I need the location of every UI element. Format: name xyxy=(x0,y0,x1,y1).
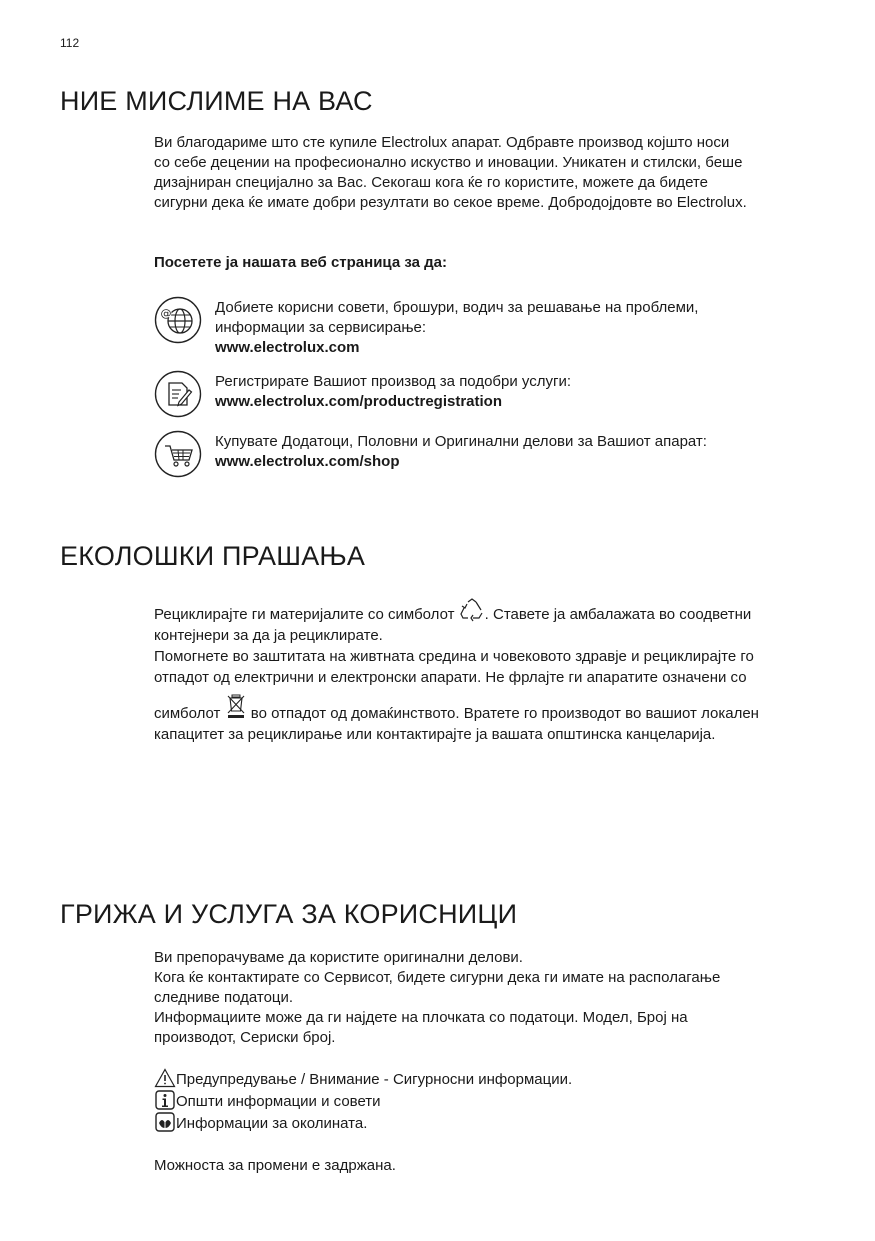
intro-line: со себе децении на професионално искуство и иновации. Уникатен и стилски, беше xyxy=(154,154,743,171)
legend-text: Информации за околината. xyxy=(176,1115,368,1132)
environment-text: Рециклирајте ги материјалите со симболот xyxy=(154,606,455,623)
environment-text: контејнери за да ја рециклирате. xyxy=(154,627,383,644)
visit-item-text: Купувате Додатоци, Половни и Оригинални делови за Вашиот апарат: xyxy=(215,433,707,450)
warning-triangle-icon xyxy=(154,1068,176,1088)
svg-text:@: @ xyxy=(160,307,172,320)
product-registration-link[interactable]: www.electrolux.com/productregistration xyxy=(215,393,502,410)
environment-text: во отпадот од домаќинството. Вратете го производот во вашиот локален xyxy=(250,705,759,722)
legend-text: Општи информации и совети xyxy=(176,1093,381,1110)
legend-text: Предупредување / Внимание - Сигурносни информации. xyxy=(176,1071,573,1088)
environment-text: капацитет за рециклирање или контактирајте ја вашата општинска канцеларија. xyxy=(154,726,716,743)
section-title-customer-care: ГРИЖА И УСЛУГА ЗА КОРИСНИЦИ xyxy=(60,899,518,929)
shop-link[interactable]: www.electrolux.com/shop xyxy=(215,453,400,470)
legend-item xyxy=(154,1090,572,1112)
intro-paragraph xyxy=(154,133,834,213)
intro-line: Ви благодариме што сте купиле Electrolux апарат. Одбравте производ којшто носи xyxy=(154,134,730,151)
environment-text: отпадот од електрични и електронски апарати. Не фрлајте ги апаратите означени со xyxy=(154,669,747,686)
changes-reserved-note: Можноста за промени е задржана. xyxy=(154,1157,396,1174)
globe-at-icon xyxy=(154,296,202,344)
intro-line: сигурни дека ќе имате добри резултати во секое време. Добродојдовте во Electrolux. xyxy=(154,194,747,211)
visit-heading: Посетете ја нашата веб страница за да: xyxy=(154,254,447,271)
environment-leaf-icon xyxy=(154,1112,176,1132)
section-title-thinking-of-you: НИЕ МИСЛИМЕ НА ВАС xyxy=(60,86,373,116)
visit-item-text: Регистрирате Вашиот производ за подобри услуги: xyxy=(215,373,572,390)
symbol-legend xyxy=(154,1068,572,1134)
legend-item xyxy=(154,1112,572,1134)
electrolux-link[interactable]: www.electrolux.com xyxy=(215,339,360,356)
customer-care-text: Ви препорачуваме да користите оригинални делови. xyxy=(154,949,523,966)
environment-paragraph xyxy=(154,598,834,745)
customer-care-text: Кога ќе контактирате со Сервисот, бидете сигурни дека ги имате на располагање xyxy=(154,969,721,986)
customer-care-paragraph xyxy=(154,948,834,1048)
section-title-environment: ЕКОЛОШКИ ПРАШАЊА xyxy=(60,541,366,571)
crossed-bin-icon xyxy=(225,694,247,720)
customer-care-text: Информациите може да ги најдете на плочката со податоци. Модел, Број на xyxy=(154,1009,688,1026)
recycle-icon xyxy=(459,598,485,622)
customer-care-text: производот, Сериски број. xyxy=(154,1029,336,1046)
page-number: 112 xyxy=(60,36,80,50)
shopping-cart-icon xyxy=(154,430,202,478)
environment-text: симболот xyxy=(154,705,221,722)
legend-item xyxy=(154,1068,572,1090)
info-icon xyxy=(154,1090,176,1110)
visit-item-text: информации за сервисирање: xyxy=(215,319,427,336)
visit-item-text: Добиете корисни совети, брошури, водич за решавање на проблеми, xyxy=(215,299,699,316)
customer-care-text: следниве податоци. xyxy=(154,989,294,1006)
environment-text: . Ставете ја амбалажата во соодветни xyxy=(484,606,752,623)
environment-text: Помогнете во заштитата на живтната средина и човековото здравје и рециклирајте го xyxy=(154,648,754,665)
intro-line: дизајниран специјално за Вас. Секогаш кога ќе го користите, можете да бидете xyxy=(154,174,708,191)
register-document-icon xyxy=(154,370,202,418)
